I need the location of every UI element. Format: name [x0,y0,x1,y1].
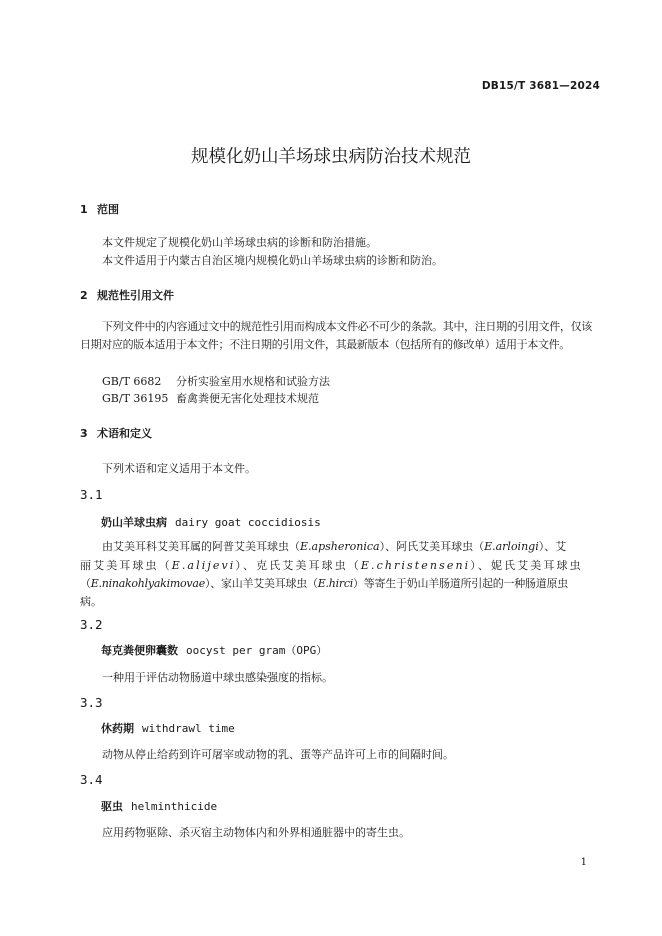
section-1-paragraph-1: 本文件规定了规模化奶山羊场球虫病的诊断和防治措施。 [102,236,377,249]
term-3-4-number: 3.4 [80,772,103,787]
section-1-heading [80,201,119,217]
section-3-number: 3 [80,427,88,440]
reference-2-title: 畜禽粪便无害化处理技术规范 [176,392,319,405]
term-3-1-english: dairy goat coccidiosis [175,516,321,529]
term-3-2-english: oocyst per gram（OPG） [186,644,328,657]
term-3-2-definition: 一种用于评估动物肠道中球虫感染强度的指标。 [102,671,333,684]
species-name: E.apsheronica [300,540,380,553]
definition-text: 由艾美耳科艾美耳属的阿普艾美耳球虫（ [102,540,300,553]
reference-1-title: 分析实验室用水规格和试验方法 [176,375,330,388]
definition-text: 丽艾美耳球虫（ [80,559,172,572]
definition-text: ）、家山羊艾美耳球虫（ [204,577,318,590]
term-3-3-number: 3.3 [80,695,103,710]
reference-1 [102,373,330,389]
section-2-number: 2 [80,289,88,302]
term-3-1 [101,514,321,530]
term-3-4 [101,798,217,814]
term-3-1-definition-line-2 [80,557,583,573]
term-3-3 [101,720,235,736]
page-number: 1 [580,857,587,868]
section-3-heading [80,425,152,441]
definition-text: ）、艾 [538,540,567,553]
term-3-3-english: withdrawl time [142,722,235,735]
reference-1-code: GB/T 6682 [102,375,162,388]
section-3-title: 术语和定义 [97,427,152,440]
definition-text: ）、克氏艾美耳球虫（ [235,559,361,572]
species-name: E.christenseni [360,559,471,572]
term-3-1-definition-line-1 [102,538,598,554]
term-3-4-chinese: 驱虫 [101,800,123,813]
reference-2 [102,390,319,406]
term-3-3-definition: 动物从停止给药到许可屠宰或动物的乳、蛋等产品许可上市的间隔时间。 [102,748,454,761]
term-3-1-definition-line-3 [80,575,568,591]
definition-text: ）、妮氏艾美耳球虫 [470,559,583,572]
section-1-number: 1 [80,203,88,216]
section-1-paragraph-2: 本文件适用于内蒙古自治区境内规模化奶山羊场球虫病的诊断和防治。 [102,254,443,267]
definition-text: ）等寄生于奶山羊肠道所引起的一种肠道原虫 [353,577,569,590]
term-3-2-number: 3.2 [80,617,103,632]
document-title: 规模化奶山羊场球虫病防治技术规范 [191,147,471,167]
section-2-intro: 下列文件中的内容通过文中的规范性引用而构成本文件必不可少的条款。其中，注日期的引用文件，仅该日期对应的版本适用于本文件；不注日期的引用文件，其最新版本（包括所有的修改单）适用于本文件。 [80,320,592,351]
section-3-intro: 下列术语和定义适用于本文件。 [102,462,256,475]
section-2-title: 规范性引用文件 [97,289,174,302]
term-3-2-chinese: 每克粪便卵囊数 [101,644,178,657]
definition-text: （ [80,577,91,590]
term-3-4-english: helminthicide [131,800,218,813]
term-3-1-chinese: 奶山羊球虫病 [101,516,167,529]
definition-text: ）、阿氏艾美耳球虫（ [379,540,485,553]
reference-2-code: GB/T 36195 [102,392,169,405]
species-name: E.alijevi [171,559,236,572]
term-3-1-definition-line-4: 病。 [80,595,102,608]
term-3-4-definition: 应用药物驱除、杀灭宿主动物体内和外界相通脏器中的寄生虫。 [102,826,410,839]
term-3-1-number: 3.1 [80,487,103,502]
species-name: E.hirci [317,577,354,590]
section-1-title: 范围 [97,203,119,216]
species-name: E.arloingi [484,540,539,553]
standard-number: DB15/T 3681—2024 [481,80,600,92]
term-3-3-chinese: 休药期 [101,722,134,735]
term-3-2 [101,642,327,658]
species-name: E.ninakohlyakimovae [90,577,205,590]
section-2-heading [80,287,174,303]
